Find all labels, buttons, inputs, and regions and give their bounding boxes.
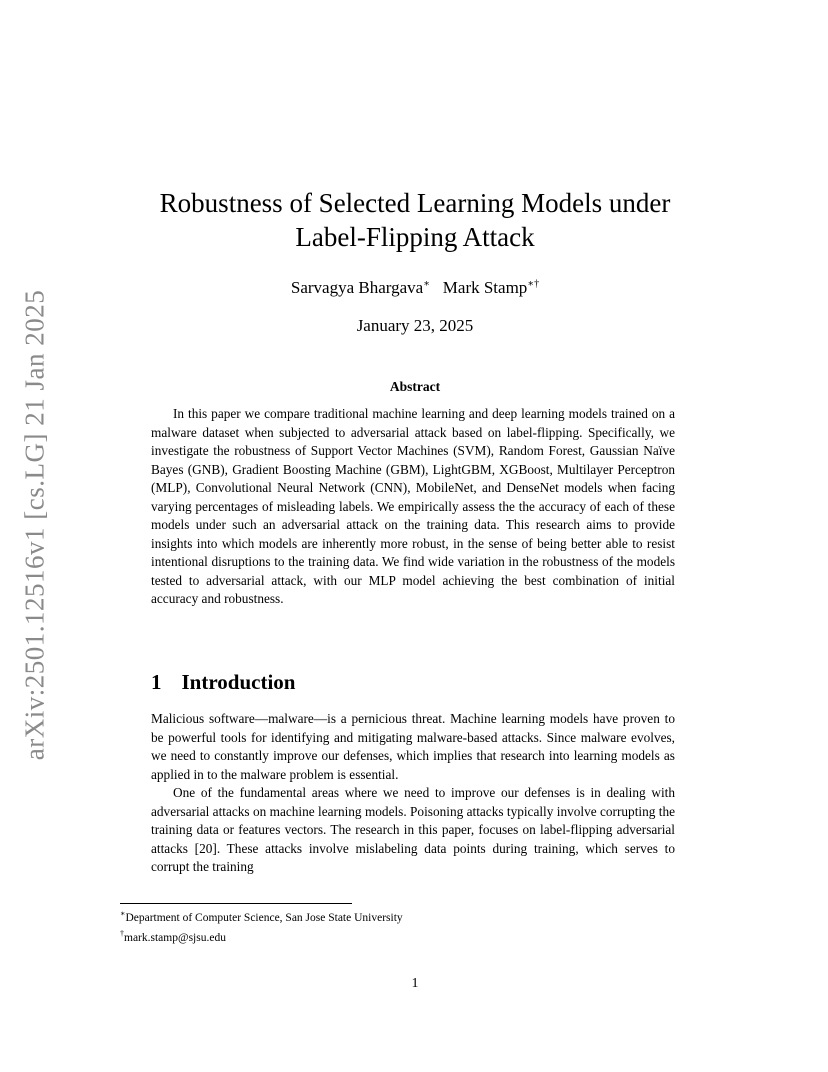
section-number: 1 xyxy=(151,670,162,694)
footnote xyxy=(120,906,403,926)
author-name: Mark Stamp xyxy=(442,278,528,297)
footnote-text: Department of Computer Science, San Jose State University xyxy=(125,911,403,924)
author-footnote-mark: ∗† xyxy=(527,278,540,290)
footnote-divider xyxy=(120,903,352,904)
publication-date: January 23, 2025 xyxy=(356,316,474,335)
author-name: Sarvagya Bhargava xyxy=(290,278,424,297)
introduction-body xyxy=(151,710,675,877)
paper-title-line-1: Robustness of Selected Learning Models under xyxy=(159,188,671,218)
paragraph: One of the fundamental areas where we need to improve our defenses is in dealing with adversarial attacks on machine learning models. Poisoning attacks typically involve corrupting the training data or features vectors. The research in this paper, focuses on label-flipping adversarial attacks [20]. These attacks involve mislabeling data points during training, which serves to corrupt the training xyxy=(151,785,675,874)
paper-title-line-2: Label-Flipping Attack xyxy=(295,222,535,252)
author-footnote-mark: ∗ xyxy=(423,278,431,290)
footnotes xyxy=(120,906,403,946)
footnote xyxy=(120,926,403,946)
page-number: 1 xyxy=(411,976,419,991)
abstract-text: In this paper we compare traditional machine learning and deep learning models trained on a malware dataset when subjected to adversarial attack based on label-flipping. Specifically, we investigate the robustness of Support Vector Machines (SVM), Random Forest, Gaussian Naïve Bayes (GNB), Gradient Boosting Machine (GBM), LightGBM, XGBoost, Multilayer Perceptron (MLP), Convolutional Neural Network (CNN), MobileNet, and DenseNet models when facing varying percentages of misleading labels. We empirically assess the the accuracy of each of these models under such an adversarial attack on the training data. This research aims to provide insights into which models are inherently more robust, in the sense of being better able to resist intentional disruptions to the training data. We find wide variation in the robustness of the models tested to adversarial attack, with our MLP model achieving the best combination of initial accuracy and robustness. xyxy=(151,406,675,606)
author-list xyxy=(110,278,720,298)
arxiv-identifier-stamp: arXiv:2501.12516v1 [cs.LG] 21 Jan 2025 xyxy=(19,289,50,761)
paper-title xyxy=(110,186,720,254)
paragraph: Malicious software—malware—is a pernicious threat. Machine learning models have proven to be powerful tools for identifying and mitigating malware-based attacks. Since malware evolves, we need to constantly improve our defenses, which implies that research into learning models as applied in to the malware problem is essential. xyxy=(151,711,675,782)
section-title: Introduction xyxy=(181,670,296,694)
footnote-mark: ∗ xyxy=(120,909,126,918)
footnote-text: mark.stamp@sjsu.edu xyxy=(124,931,226,944)
abstract-heading: Abstract xyxy=(389,379,441,394)
section-heading xyxy=(151,670,295,695)
footnote-mark: † xyxy=(120,928,124,938)
